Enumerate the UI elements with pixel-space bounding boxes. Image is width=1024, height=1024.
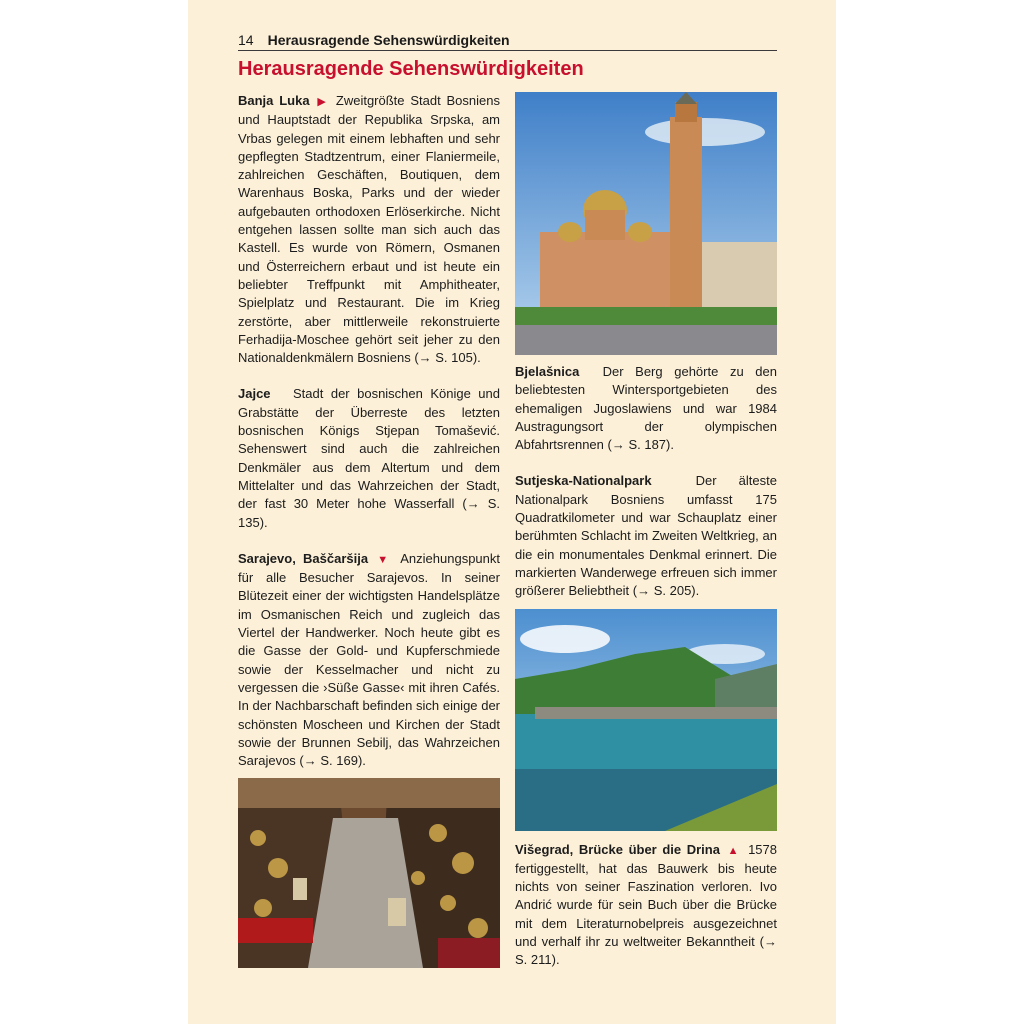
photo-banja-luka-cathedral: [515, 92, 777, 355]
photo-visegrad-bridge: [515, 609, 777, 831]
entry-text: 1578 fertiggestellt, hat das Bauwerk bis heute nichts von seiner Faszination verloren. Ivo Andrić wurde für sein Buch über die Brücke mit dem Literaturnobelpreis ausgezeichnet und verhalf ihr zu weltweiter Bekanntheit (→ S. 211).: [515, 841, 777, 968]
entry-heading: Sarajevo, Baščaršija: [238, 550, 369, 566]
entry-heading: Višegrad, Brücke über die Drina: [515, 841, 720, 857]
red-arrow-down-icon: ▼: [377, 553, 392, 566]
entry-heading: Bjelašnica: [515, 364, 580, 379]
entry-text: Zweitgrößte Stadt Bosniens und Hauptstadt der Republika Srpska, am Vrbas gelegen mit einem lebhaften und sehr gepflegten Stadtzentrum, einer Flaniermeile, zahlreichen Geschäften, Boutiquen, dem Warenhaus Boska, Parks und der wieder aufgebauten orthodoxen Erlöserkirche. Nicht entgehen lassen sollte man sich auch das Kastell. Es wurde von Römern, Osmanen und Österreichern erbaut und ist heute ein beliebter Treffpunkt mit Amphitheater, Spielplatz und Restaurant. Die im Krieg zerstörte, aber mittlerweile rekonstruierte Ferhadija-Moschee gehört seit jeher zu den Nationaldenkmälern Bosniens (→ S. 105).: [238, 93, 500, 366]
entry-text: Anziehungspunkt für alle Besucher Sarajevos. In seiner Blütezeit einer der wichtigsten Handelsplätze im Osmanischen Reich und zugleich das Viertel der Handwerker. Noch heute gibt es die Gasse der Gold- und Kupferschmiede sowie der Kesselmacher und nicht zu vergessen die ›Süße Gasse‹ mit ihren Cafés. In der Nachbarschaft befinden sich einige der schönsten Moscheen und Kirchen der Stadt sowie der Brunnen Sebilj, das Wahrzeichen Sarajevos (→ S. 169).: [238, 550, 500, 769]
left-column: [238, 92, 500, 968]
running-header: [238, 32, 777, 51]
entry-text: Der Berg gehörte zu den beliebtesten Wintersportgebieten des ehemaligen Jugoslawiens und war 1984 Austragungsort der olympischen Abfahrtsrennen (→ S. 187).: [515, 364, 777, 453]
entry-visegrad: [515, 841, 777, 970]
entry-banja-luka: [238, 92, 500, 367]
photo-bascarsija-market: [238, 778, 500, 968]
section-title: Herausragende Sehenswürdigkeiten: [238, 58, 584, 80]
entry-sutjeska: [515, 472, 777, 600]
entry-text: Der älteste Nationalpark Bosniens umfasst 175 Quadratkilometer und war Schauplatz einer berühmten Schlacht im Zweiten Weltkrieg, an die ein monumentales Denkmal erinnert. Die markierten Wanderwege erfreuen sich immer größerer Beliebtheit (→ S. 205).: [515, 473, 777, 599]
entry-heading: Sutjeska-Nationalpark: [515, 473, 652, 489]
entry-heading: Banja Luka: [238, 93, 310, 108]
running-title: Herausragende Sehenswürdigkeiten: [267, 32, 510, 48]
entry-text: Stadt der bosnischen Könige und Grabstätte der Überreste des letzten bosnischen Königs Stjepan Tomašević. Sehenswert sind auch die zahlreichen Denkmäler aus dem Altertum und dem Mittelalter und das Wahrzeichen der Stadt, der fast 30 Meter hohe Wasserfall (→ S. 135).: [238, 386, 501, 530]
red-triangle-up-icon: ▲: [727, 844, 741, 857]
red-arrow-right-icon: ▶: [317, 96, 329, 108]
right-column: [515, 92, 777, 988]
entry-sarajevo: [238, 550, 500, 771]
book-page: [188, 0, 836, 1024]
entry-jajce: [238, 385, 500, 531]
page-number: 14: [238, 32, 254, 48]
entry-bjelasnica: [515, 363, 777, 454]
entry-heading: Jajce: [238, 386, 271, 402]
